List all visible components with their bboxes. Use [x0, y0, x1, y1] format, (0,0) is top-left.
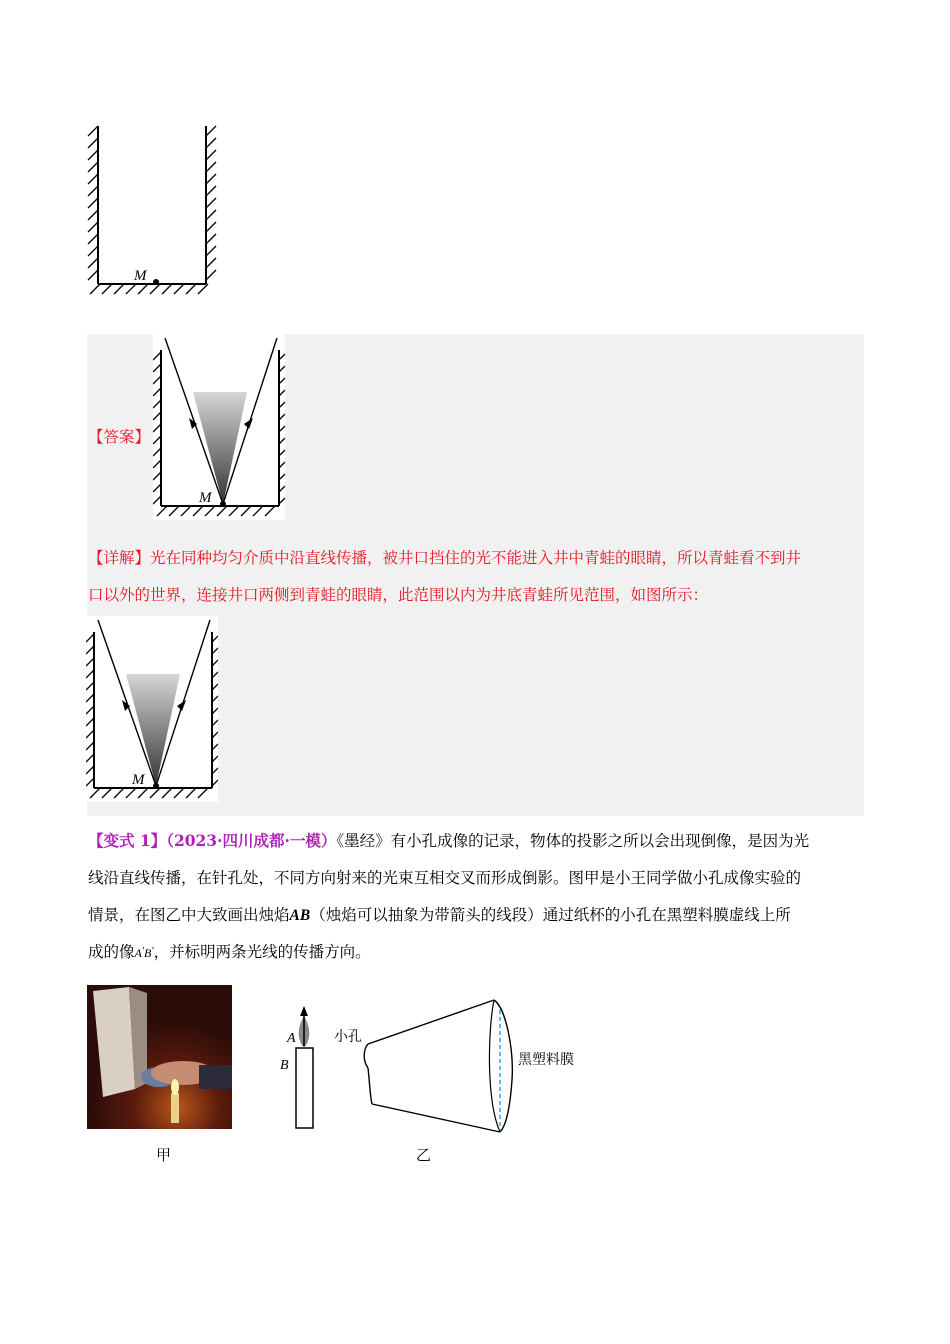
pinhole-diagram — [272, 990, 602, 1140]
variant-tag: 【变式 1】 — [88, 831, 167, 850]
pinhole-label: 小孔 — [334, 1029, 362, 1045]
variant-line-1: 【变式 1】（2023·四川成都·一模）《墨经》有小孔成像的记录，物体的投影之所以会出现倒像，是因为光 — [88, 831, 810, 850]
answer-point-m-label: M — [199, 490, 212, 506]
detail-line-1: 【详解】光在同种均匀介质中沿直线传播，被井口挡住的光不能进入井中青蛙的眼睛，所以青蛙看不到井 — [88, 549, 802, 567]
film-label: 黑塑料膜 — [518, 1052, 574, 1068]
variant-line-2: 线沿直线传播，在针孔处，不同方向射来的光束互相交叉而形成倒影。图甲是小王同学做小孔成像实验的 — [88, 869, 802, 887]
detail-line-2: 口以外的世界，连接井口两侧到青蛙的眼睛，此范围以内为井底青蛙所见范围，如图所示： — [88, 586, 709, 604]
variant-source: （2023·四川成都·一模） — [166, 831, 337, 850]
point-m-label: M — [134, 268, 147, 284]
flame-ab: AB — [289, 907, 311, 924]
answer-tag: 【答案】 — [88, 428, 151, 446]
caption-yi: 乙 — [416, 1146, 432, 1164]
label-a: A — [287, 1031, 296, 1046]
answer-figure — [153, 334, 285, 520]
experiment-photo — [87, 985, 232, 1129]
detail-point-m-label: M — [132, 772, 145, 788]
variant-line-3: 情景，在图乙中大致画出烛焰AB（烛焰可以抽象为带箭头的线段）通过纸杯的小孔在黑塑料膜虚线上所 — [88, 906, 791, 924]
detail-figure — [86, 616, 218, 802]
label-b: B — [280, 1058, 289, 1073]
caption-jia: 甲 — [156, 1146, 172, 1164]
variant-line-4: 成的像A′B′，并标明两条光线的传播方向。 — [88, 943, 371, 961]
well-figure — [84, 122, 220, 298]
image-label: A′B′ — [134, 946, 154, 960]
detail-tag: 【详解】 — [88, 549, 151, 567]
